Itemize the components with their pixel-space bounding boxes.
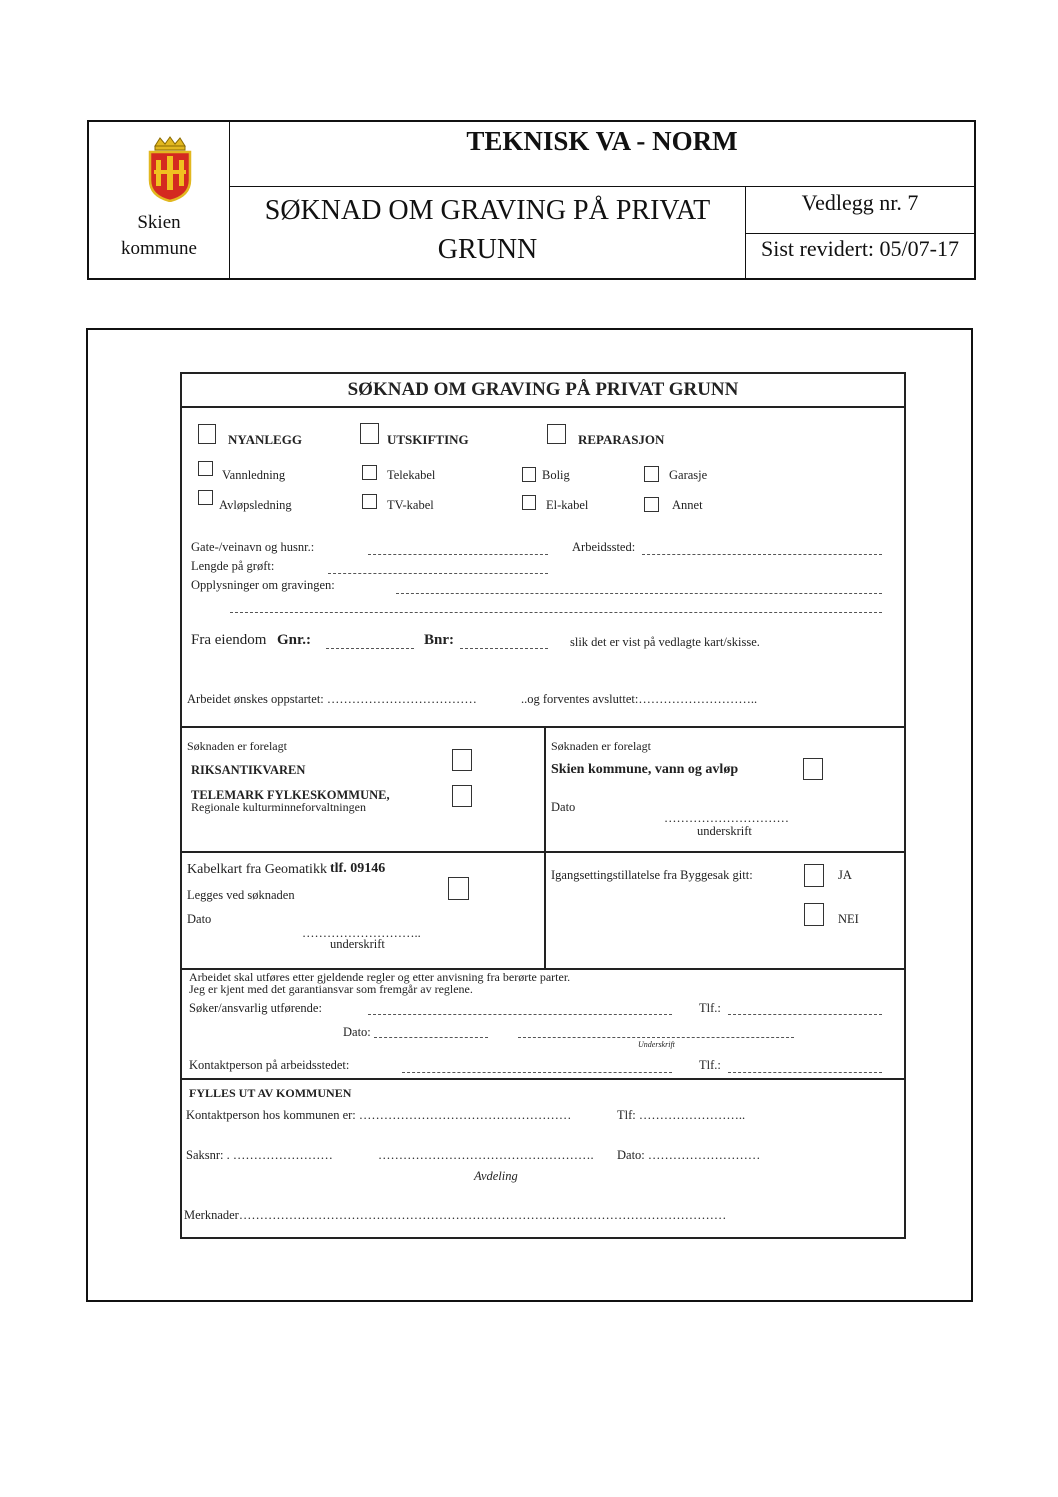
label-vannledning: Vannledning (222, 468, 286, 482)
label-date-right: Dato (551, 800, 576, 814)
declaration-date-input-line[interactable] (374, 1037, 488, 1038)
checkbox-permit-no[interactable] (804, 903, 824, 926)
municipality-name-line1: Skien (137, 212, 181, 233)
declaration-line1: Arbeidet skal utføres etter gjeldende regler og etter anvisning fra berørte parter. (189, 970, 571, 984)
checkbox-permit-yes[interactable] (804, 864, 824, 887)
label-attach: Legges ved søknaden (187, 888, 295, 902)
label-worksite: Arbeidssted: (572, 540, 636, 554)
checkbox-el-kabel[interactable] (522, 495, 536, 510)
label-signature-cable: underskrift (330, 937, 385, 951)
label-garasje: Garasje (669, 468, 708, 482)
label-municipality-heading: FYLLES UT AV KOMMUNEN (189, 1086, 352, 1100)
bnr-input-line[interactable] (460, 648, 548, 649)
label-case-blank: ……………………………………………. (378, 1148, 594, 1162)
checkbox-avlopsledning[interactable] (198, 490, 213, 505)
label-contact-site: Kontaktperson på arbeidsstedet: (189, 1058, 350, 1072)
document-subtitle (230, 191, 745, 269)
label-dig-info: Opplysninger om gravingen: (191, 578, 335, 592)
label-cable-map: Kabelkart fra Geomatikk (187, 862, 327, 877)
label-case-number: Saksnr: . …………………… (186, 1148, 333, 1162)
label-permit: Igangsettingstillatelse fra Byggesak gitt: (551, 868, 753, 882)
label-el-kabel: El-kabel (546, 498, 589, 512)
checkbox-telekabel[interactable] (362, 465, 377, 480)
contact-phone-input-line[interactable] (728, 1072, 882, 1073)
declaration-line2: Jeg er kjent med det garantiansvar som fremgår av reglene. (189, 982, 473, 996)
checkbox-cable-map[interactable] (448, 877, 469, 900)
label-avlopsledning: Avløpsledning (219, 498, 292, 512)
applicant-input-line[interactable] (368, 1014, 672, 1015)
label-cable-phone: tlf. 09146 (330, 861, 386, 876)
coat-of-arms-logo (147, 136, 193, 202)
application-form (180, 372, 906, 1239)
attachment-number: Vedlegg nr. 7 (801, 190, 919, 215)
form-title: SØKNAD OM GRAVING PÅ PRIVAT GRUNN (182, 374, 904, 408)
label-as-shown: slik det er vist på vedlagte kart/skisse. (570, 635, 760, 649)
label-gnr: Gnr.: (277, 632, 312, 648)
trench-length-input-line[interactable] (328, 573, 548, 574)
street-input-line[interactable] (368, 554, 548, 555)
label-trench-length: Lengde på grøft: (191, 559, 275, 573)
label-bnr: Bnr: (424, 632, 454, 648)
label-municipality-phone: Tlf: …………………….. (617, 1108, 746, 1122)
label-riksantikvaren: RIKSANTIKVAREN (191, 763, 306, 777)
checkbox-reparasjon[interactable] (547, 424, 566, 444)
subtitle-cell (230, 187, 746, 278)
signature-input-line[interactable] (518, 1037, 794, 1038)
label-start: Arbeidet ønskes oppstartet: ……………………………… (187, 692, 477, 706)
label-date-cable: Dato (187, 912, 212, 926)
label-presented-right: Søknaden er forelagt (551, 739, 651, 753)
signature-dots-cable: ……………………….. (302, 926, 421, 940)
label-bolig: Bolig (542, 468, 570, 482)
attachment-cell (746, 187, 974, 234)
label-permit-yes: JA (838, 868, 852, 882)
label-end: ..og forventes avsluttet:……………………….. (521, 692, 758, 706)
divider (182, 726, 904, 728)
label-utskifting: UTSKIFTING (387, 432, 469, 447)
title-cell (230, 122, 974, 187)
label-declaration-date: Dato: (343, 1025, 371, 1039)
label-telekabel: Telekabel (387, 468, 436, 482)
label-street: Gate-/veinavn og husnr.: (191, 540, 315, 554)
checkbox-telemark[interactable] (452, 785, 472, 807)
logo-cell (89, 122, 230, 278)
label-presented-left: Søknaden er forelagt (187, 739, 287, 753)
label-annet: Annet (672, 498, 703, 512)
label-reparasjon: REPARASJON (578, 432, 665, 447)
gnr-input-line[interactable] (326, 648, 414, 649)
label-underskrift: Underskrift (638, 1040, 675, 1049)
divider (544, 726, 546, 968)
label-municipality-date: Dato: ……………………… (617, 1148, 761, 1162)
label-applicant: Søker/ansvarlig utførende: (189, 1001, 322, 1015)
revision-date: Sist revidert: 05/07-17 (761, 236, 959, 261)
checkbox-vannledning[interactable] (198, 461, 213, 476)
subtitle-line2: GRUNN (437, 234, 538, 265)
label-tv-kabel: TV-kabel (387, 498, 434, 512)
municipality-name-line2: kommune (121, 238, 197, 259)
label-contact-phone: Tlf.: (699, 1058, 721, 1072)
label-remarks: Merknader……………………………………………………………………………………………………… (184, 1208, 727, 1222)
checkbox-annet[interactable] (644, 497, 659, 512)
checkbox-garasje[interactable] (644, 466, 659, 482)
subtitle-line1: SØKNAD OM GRAVING PÅ PRIVAT (264, 195, 711, 226)
label-skien-vann: Skien kommune, vann og avløp (551, 762, 739, 777)
divider (182, 1078, 904, 1080)
label-property-from: Fra eiendom (191, 632, 267, 648)
worksite-input-line[interactable] (642, 554, 882, 555)
applicant-phone-input-line[interactable] (728, 1014, 882, 1015)
signature-dots-right: ………………………… (664, 811, 789, 825)
dig-info-input-line-1[interactable] (396, 593, 882, 594)
checkbox-bolig[interactable] (522, 467, 536, 482)
label-telemark: TELEMARK FYLKESKOMMUNE, (191, 788, 390, 802)
checkbox-skien-vann[interactable] (803, 758, 823, 780)
checkbox-utskifting[interactable] (360, 423, 379, 444)
label-nyanlegg: NYANLEGG (228, 432, 302, 447)
label-permit-no: NEI (838, 912, 859, 926)
document-title: TEKNISK VA - NORM (466, 126, 738, 156)
checkbox-nyanlegg[interactable] (198, 424, 216, 444)
checkbox-tv-kabel[interactable] (362, 494, 377, 509)
divider (182, 851, 904, 853)
dig-info-input-line-2[interactable] (230, 612, 882, 613)
contact-site-input-line[interactable] (402, 1072, 672, 1073)
label-telemark-sub: Regionale kulturminneforvaltningen (191, 800, 366, 814)
label-applicant-phone: Tlf.: (699, 1001, 721, 1015)
label-department: Avdeling (474, 1169, 518, 1183)
document-header (87, 120, 976, 280)
label-municipality-contact: Kontaktperson hos kommunen er: …………………………………………… (186, 1108, 572, 1122)
checkbox-riksantikvaren[interactable] (452, 749, 472, 771)
label-signature-right: underskrift (697, 824, 752, 838)
